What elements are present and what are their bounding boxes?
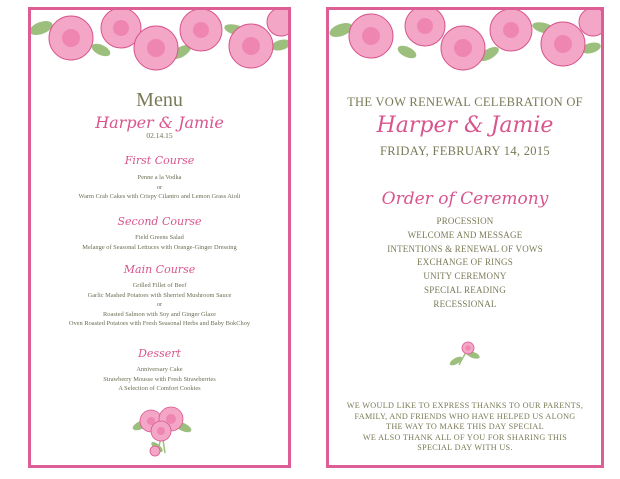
menu-item: A Selection of Comfort Cookies bbox=[118, 385, 201, 392]
order-item: RECESSIONAL bbox=[433, 298, 497, 309]
flower-bouquet-icon bbox=[127, 403, 197, 458]
menu-item: Strawberry Mousse with Fresh Strawberries bbox=[103, 375, 216, 383]
order-item: UNITY CEREMONY bbox=[423, 271, 507, 282]
floral-garland-icon bbox=[31, 10, 288, 80]
thanks-line: WE ALSO THANK ALL OF YOU FOR SHARING THIS bbox=[362, 432, 568, 442]
menu-item: or bbox=[156, 183, 163, 191]
menu-item: Roasted Salmon with Soy and Ginger Glaze bbox=[103, 310, 216, 318]
menu-item: Melange of Seasonal Lettuces with Orange-Ginger Dressing bbox=[82, 243, 237, 251]
menu-title: Menu bbox=[136, 89, 183, 111]
menu-item: Anniversary Cake bbox=[136, 366, 183, 373]
course-title-main: Main Course bbox=[123, 263, 196, 276]
menu-item: Garlic Mashed Potatoes with Sherried Mushroom Sauce bbox=[87, 291, 232, 299]
thanks-line: SPECIAL DAY WITH US. bbox=[417, 443, 513, 453]
thanks-line: FAMILY, AND FRIENDS WHO HAVE HELPED US ALONG bbox=[354, 411, 576, 421]
menu-item: Warm Crab Cakes with Crispy Cilantro and Lemon Grass Aioli bbox=[78, 193, 241, 200]
order-title: Order of Ceremony bbox=[381, 189, 549, 209]
thanks-line: THE WAY TO MAKE THIS DAY SPECIAL bbox=[386, 422, 544, 432]
menu-item: Field Greens Salad bbox=[135, 234, 184, 241]
program-card bbox=[326, 7, 604, 468]
menu-item: Oven Roasted Potatoes with Fresh Seasonal Herbs and Baby BokChoy bbox=[68, 320, 251, 327]
menu-date: 02.14.15 bbox=[146, 131, 173, 140]
floral-garland-icon bbox=[329, 10, 601, 80]
program-date: FRIDAY, FEBRUARY 14, 2015 bbox=[380, 144, 550, 158]
menu-item: or bbox=[156, 301, 163, 308]
order-item: EXCHANGE OF RINGS bbox=[417, 257, 513, 268]
menu-card bbox=[28, 7, 291, 468]
course-title-first: First Course bbox=[124, 154, 195, 167]
program-heading: THE VOW RENEWAL CELEBRATION OF bbox=[347, 95, 583, 109]
menu-item: Penne a la Vodka bbox=[137, 174, 182, 181]
order-item: PROCESSION bbox=[436, 216, 494, 226]
course-title-second: Second Course bbox=[117, 215, 202, 228]
course-title-dessert: Dessert bbox=[138, 347, 181, 360]
program-names: Harper & Jamie bbox=[376, 113, 554, 138]
thanks-line: WE WOULD LIKE TO EXPRESS THANKS TO OUR PARENTS, bbox=[346, 401, 584, 410]
order-item: SPECIAL READING bbox=[424, 285, 506, 295]
order-item: INTENTIONS & RENEWAL OF VOWS bbox=[387, 243, 543, 254]
order-item: WELCOME AND MESSAGE bbox=[407, 229, 523, 240]
flower-bud-icon bbox=[447, 337, 483, 369]
menu-names: Harper & Jamie bbox=[95, 113, 224, 132]
menu-item: Grilled Fillet of Beef bbox=[132, 282, 187, 289]
